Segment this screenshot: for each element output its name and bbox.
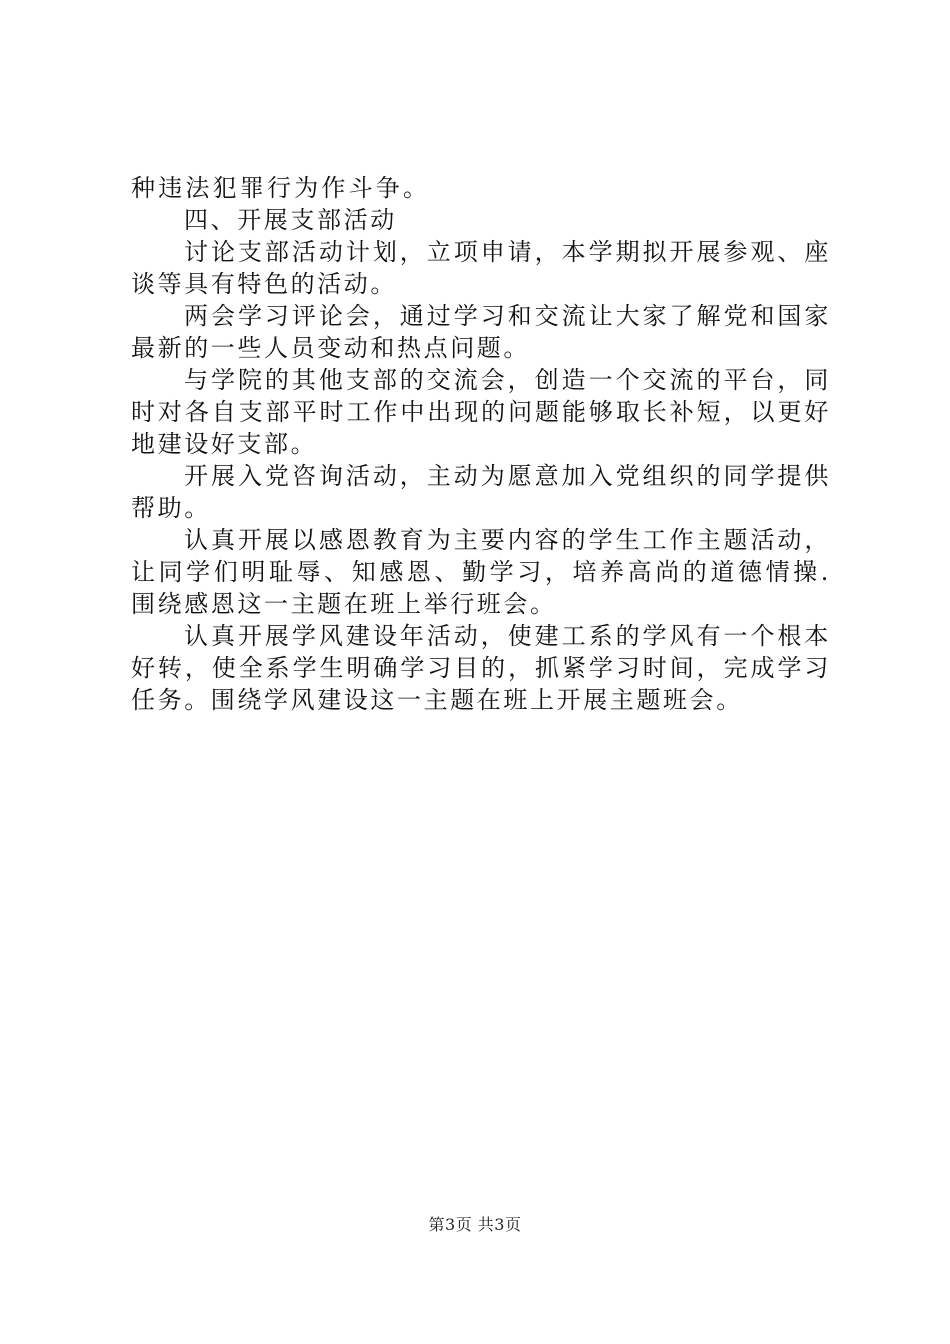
page-number-footer: 第3页 共3页 [428,1215,522,1234]
section-heading: 四、开展支部活动 [184,206,397,234]
paragraph: 与学院的其他支部的交流会，创造一个交流的平台，同时对各自支部平时工作中出现的问题能够取长补短，以更好地建设好支部。 [131,366,831,458]
paragraph: 开展入党咨询活动，主动为愿意加入党组织的同学提供帮助。 [131,462,831,522]
paragraph: 种违法犯罪行为作斗争。 [131,174,431,202]
document-body [131,172,831,716]
paragraph: 认真开展学风建设年活动，使建工系的学风有一个根本好转，使全系学生明确学习目的，抓紧学习时间，完成学习任务。围绕学风建设这一主题在班上开展主题班会。 [131,622,831,714]
paragraph: 讨论支部活动计划，立项申请，本学期拟开展参观、座谈等具有特色的活动。 [131,238,831,298]
paragraph: 认真开展以感恩教育为主要内容的学生工作主题活动，让同学们明耻辱、知感恩、勤学习，培养高尚的道德情操.围绕感恩这一主题在班上举行班会。 [131,526,831,618]
paragraph: 两会学习评论会，通过学习和交流让大家了解党和国家最新的一些人员变动和热点问题。 [131,302,831,362]
